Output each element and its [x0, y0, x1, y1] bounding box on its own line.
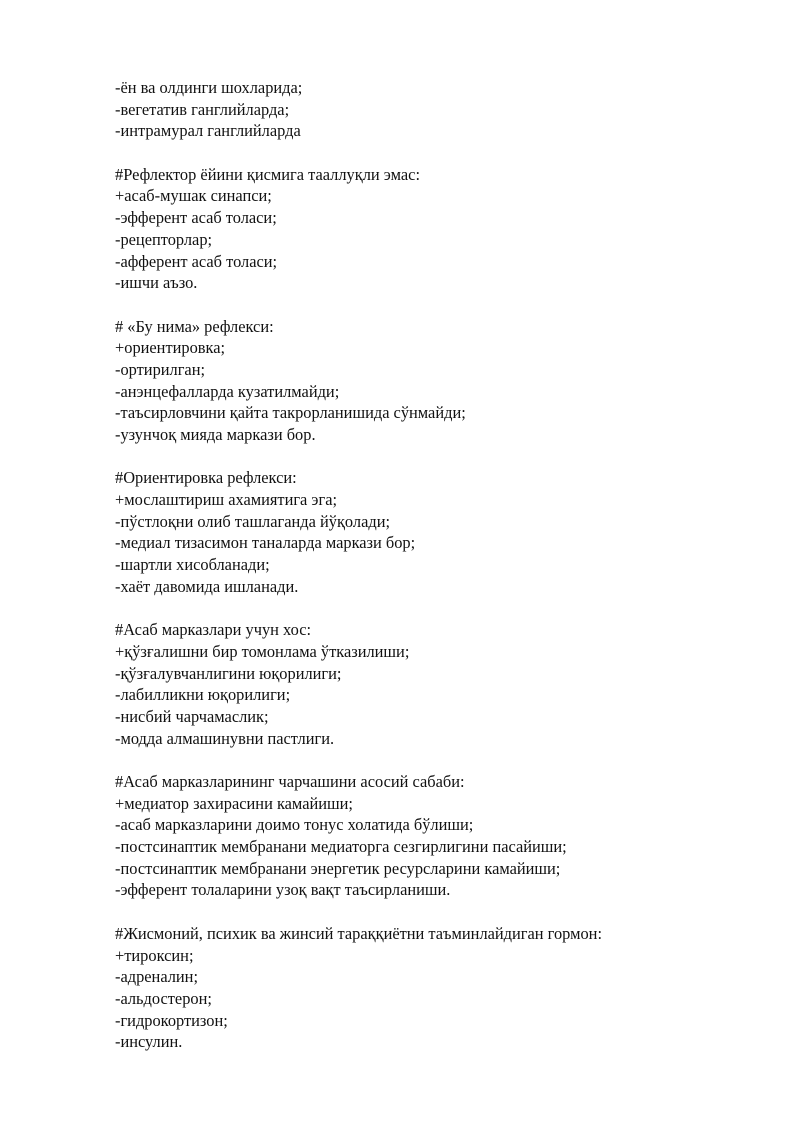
- question-block: [115, 923, 755, 1053]
- document-page: [115, 77, 755, 1053]
- spacer: [115, 598, 755, 620]
- intro-block: [115, 77, 755, 142]
- question-block: [115, 771, 755, 901]
- answer-option: -пўстлоқни олиб ташлаганда йўқолади;: [115, 511, 391, 531]
- answer-option: -шартли хисобланади;: [115, 555, 270, 575]
- question-text: #Асаб марказларининг чарчашини асосий сабаби:: [115, 772, 465, 791]
- answer-option: -афферент асаб толаси;: [115, 251, 278, 271]
- answer-option: -хаёт давомида ишланади.: [115, 576, 299, 596]
- answer-option: -таъсирловчини қайта такрорланишида сўнмайди;: [115, 403, 466, 423]
- answer-option: -инсулин.: [115, 1032, 183, 1052]
- answer-option: +медиатор захирасини камайиши;: [115, 793, 353, 813]
- answer-option: -рецепторлар;: [115, 229, 213, 249]
- answer-option: -постсинаптик мембранани медиаторга сезгирлигини пасайиши;: [115, 837, 567, 857]
- answer-option: -ишчи аъзо.: [115, 273, 198, 293]
- spacer: [115, 294, 755, 316]
- question-block: [115, 467, 755, 597]
- answer-option: -эфферент толаларини узоқ вақт таъсирланиши.: [115, 880, 451, 900]
- question-text: #Ориентировка рефлекси:: [115, 468, 297, 488]
- answer-option: -адреналин;: [115, 967, 199, 987]
- answer-option: +ориентировка;: [115, 338, 226, 358]
- spacer: [115, 901, 755, 923]
- answer-option: -нисбий чарчамаслик;: [115, 706, 269, 726]
- answer-option: -эфферент асаб толаси;: [115, 208, 277, 228]
- answer-option: +асаб-мушак синапси;: [115, 186, 272, 206]
- intro-line: -интрамурал ганглийларда: [115, 121, 301, 141]
- answer-option: -медиал тизасимон таналарда маркази бор;: [115, 533, 416, 553]
- question-block: [115, 164, 755, 294]
- answer-option: -лабилликни юқорилиги;: [115, 685, 291, 705]
- question-block: [115, 619, 755, 749]
- answer-option: -асаб марказларини доимо тонус холатида бўлиши;: [115, 815, 474, 835]
- question-text: # «Бу нима» рефлекси:: [115, 316, 274, 336]
- answer-option: +мослаштириш ахамиятига эга;: [115, 490, 338, 510]
- answer-option: +қўзғалишни бир томонлама ўтказилиши;: [115, 641, 410, 661]
- answer-option: -ортирилган;: [115, 359, 206, 379]
- intro-line: -ён ва олдинги шохларида;: [115, 78, 303, 97]
- answer-option: -альдостерон;: [115, 988, 212, 1008]
- answer-option: -гидрокортизон;: [115, 1010, 228, 1030]
- answer-option: -анэнцефалларда кузатилмайди;: [115, 381, 340, 401]
- question-text: #Рефлектор ёйини қисмига тааллуқли эмас:: [115, 164, 421, 184]
- answer-option: -постсинаптик мембранани энергетик ресурсларини камайиши;: [115, 858, 561, 878]
- intro-line: -вегетатив ганглийларда;: [115, 99, 290, 119]
- question-block: [115, 316, 755, 446]
- answer-option: -қўзғалувчанлигини юқорилиги;: [115, 663, 342, 683]
- spacer: [115, 446, 755, 468]
- answer-option: -узунчоқ мияда маркази бор.: [115, 425, 316, 444]
- answer-option: -модда алмашинувни пастлиги.: [115, 728, 335, 748]
- spacer: [115, 749, 755, 771]
- spacer: [115, 142, 755, 164]
- question-text: #Асаб марказлари учун хос:: [115, 620, 312, 640]
- question-text: #Жисмоний, психик ва жинсий тараққиётни таъминлайдиган гормон:: [115, 923, 602, 943]
- answer-option: +тироксин;: [115, 945, 194, 965]
